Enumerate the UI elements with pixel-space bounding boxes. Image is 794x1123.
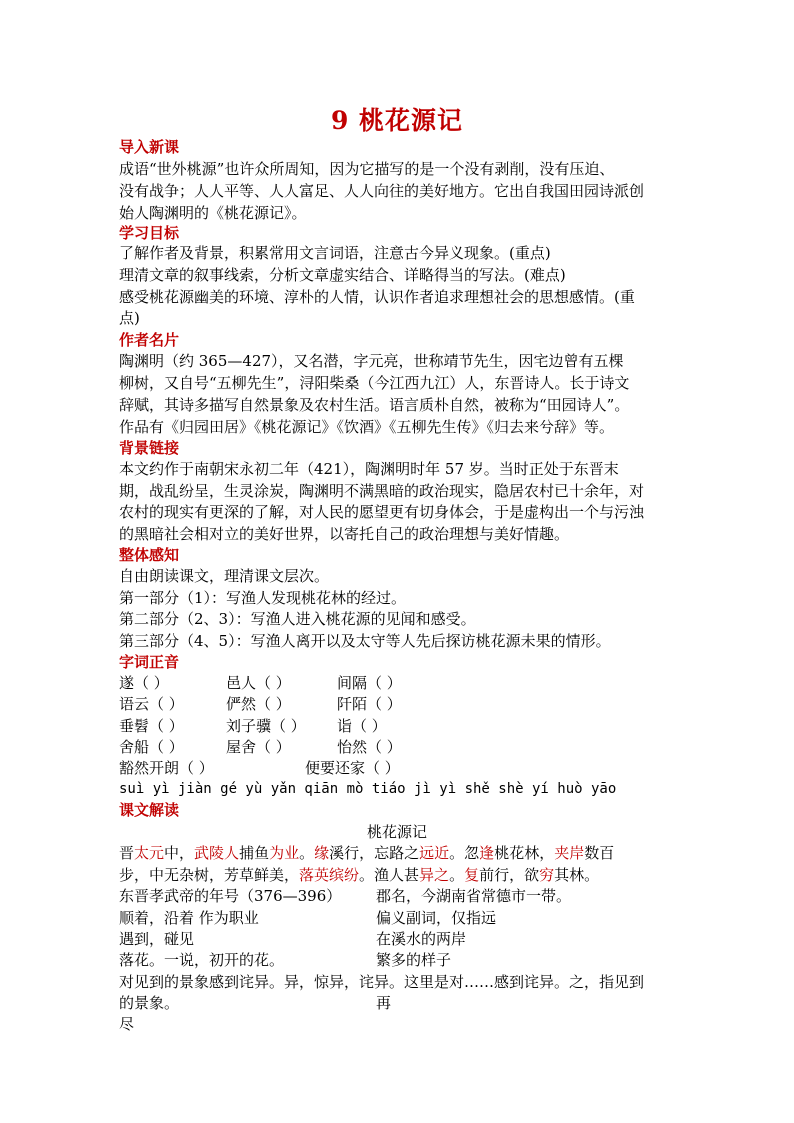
word-item: 邑人（ ） (226, 674, 291, 692)
annotated-word: 逢 (479, 844, 495, 862)
text-segment: 。 (449, 866, 465, 884)
section-heading-overall: 整体感知 (119, 546, 180, 564)
section-heading-background: 背景链接 (119, 439, 180, 457)
intro-line: 没有战争；人人平等、人人富足、人人向往的美好地方。它出自我国田园诗派创 (119, 182, 645, 200)
section-heading-words: 字词正音 (119, 653, 180, 671)
section-heading-author: 作者名片 (119, 331, 180, 349)
note-left: 顺着，沿着 作为职业 (119, 909, 259, 927)
background-line: 本文约作于南朝宋永初二年（421），陶渊明时年 57 岁。当时正处于东晋末 (119, 460, 619, 478)
annotated-word: 落英缤纷 (299, 866, 360, 884)
overall-line: 第三部分（4、5）：写渔人离开以及太守等人先后探访桃花源未果的情形。 (119, 632, 611, 650)
annotated-word: 复 (464, 866, 480, 884)
text-title: 桃花源记 (366, 823, 427, 841)
note-right: 郡名，今湖南省常德市一带。 (376, 887, 572, 905)
note-left: 东晋孝武帝的年号（376—396） (119, 887, 342, 905)
overall-line: 自由朗读课文，理清课文层次。 (119, 567, 330, 585)
text-segment: 。渔人甚 (359, 866, 420, 884)
annotated-word: 缘 (314, 844, 330, 862)
word-item: 便要还家（ ） (305, 759, 400, 777)
word-item: 豁然开朗（ ） (119, 759, 214, 777)
annotated-word: 夹岸 (554, 844, 585, 862)
author-line: 辞赋，其诗多描写自然景象及农村生活。语言质朴自然，被称为“田园诗人”。 (119, 396, 630, 414)
goal-line: 理清文章的叙事线索，分析文章虚实结合、详略得当的写法。(难点) (119, 266, 566, 284)
background-line: 农村的现实有更深的了解，对人民的愿望更有切身体会，于是虚构出一个与污浊 (119, 503, 645, 521)
goal-line: 感受桃花源幽美的环境、淳朴的人情，认识作者追求理想社会的思想感情。(重 (119, 288, 635, 306)
goal-line: 了解作者及背景，积累常用文言词语，注意古今异义现象。(重点) (119, 244, 551, 262)
annotated-word: 为业 (269, 844, 300, 862)
intro-line: 始人陶渊明的《桃花源记》。 (119, 204, 307, 222)
text-segment: 其林。 (554, 866, 600, 884)
word-item: 怡然（ ） (337, 738, 402, 756)
word-item: 舍船（ ） (119, 738, 184, 756)
text-segment: 捕鱼 (239, 844, 270, 862)
text-segment: 溪行，忘路之 (329, 844, 420, 862)
text-segment: 步，中无杂树，芳草鲜美， (119, 866, 300, 884)
word-item: 遂（ ） (119, 674, 169, 692)
text-segment: 晋 (119, 844, 135, 862)
note-left: 遇到，碰见 (119, 930, 195, 948)
note-right: 偏义副词，仅指远 (376, 909, 497, 927)
word-item: 间隔（ ） (337, 674, 402, 692)
author-line: 柳树，又自号“五柳先生”，浔阳柴桑（今江西九江）人，东晋诗人。长于诗文 (119, 374, 630, 392)
word-item: 垂髫（ ） (119, 717, 184, 735)
text-segment: 前行，欲 (479, 866, 540, 884)
text-line (119, 843, 614, 864)
word-item: 语云（ ） (119, 695, 184, 713)
background-line: 期，战乱纷呈，生灵涂炭，陶渊明不满黑暗的政治现实，隐居农村已十余年，对 (119, 482, 645, 500)
note-left: 落花。一说，初开的花。 (119, 951, 285, 969)
note-right: 在溪水的两岸 (376, 930, 467, 948)
section-heading-reading: 课文解读 (119, 801, 180, 819)
goal-line: 点) (119, 309, 140, 327)
author-line: 陶渊明（约 365—427），又名潜，字元亮，世称靖节先生，因宅边曾有五棵 (119, 352, 624, 370)
intro-line: 成语“世外桃源”也许众所周知，因为它描写的是一个没有剥削，没有压迫、 (119, 160, 615, 178)
text-segment: 数百 (584, 844, 615, 862)
text-line (119, 865, 599, 886)
page-title: 9 桃花源记 (330, 106, 464, 135)
note-wide: 尽 (119, 1015, 135, 1033)
note-wide: 对见到的景象感到诧异。异，惊异，诧异。这里是对……感到诧异。之，指见到 (119, 973, 645, 991)
background-line: 的黑暗社会相对立的美好世界，以寄托自己的政治理想与美好情趣。 (119, 525, 570, 543)
text-segment: 。 (299, 844, 315, 862)
word-item: 阡陌（ ） (337, 695, 402, 713)
section-heading-goals: 学习目标 (119, 224, 180, 242)
overall-line: 第二部分（2、3）：写渔人进入桃花源的见闻和感受。 (119, 610, 476, 628)
word-item: 刘子骥（ ） (226, 717, 306, 735)
word-item: 俨然（ ） (226, 695, 291, 713)
annotated-word: 穷 (539, 866, 555, 884)
author-line: 作品有《归园田居》《桃花源记》《饮酒》《五柳先生传》《归去来兮辞》等。 (119, 418, 615, 436)
note-right: 繁多的样子 (376, 951, 452, 969)
section-heading-intro: 导入新课 (119, 138, 180, 156)
word-item: 屋舍（ ） (226, 738, 291, 756)
annotated-word: 异之 (419, 866, 450, 884)
overall-line: 第一部分（1）：写渔人发现桃花林的经过。 (119, 589, 407, 607)
text-segment: 中， (164, 844, 195, 862)
text-segment: 桃花林， (494, 844, 555, 862)
note-right: 再 (376, 994, 392, 1012)
pinyin-answers: suì yì jiàn gé yù yǎn qiān mò tiáo jì yì shě shè yí huò yāo (119, 781, 617, 797)
text-segment: 。忽 (449, 844, 480, 862)
annotated-word: 武陵人 (194, 844, 240, 862)
annotated-word: 远近 (419, 844, 450, 862)
word-item: 诣（ ） (337, 717, 387, 735)
annotated-word: 太元 (134, 844, 165, 862)
note-wide: 的景象。 (119, 994, 180, 1012)
